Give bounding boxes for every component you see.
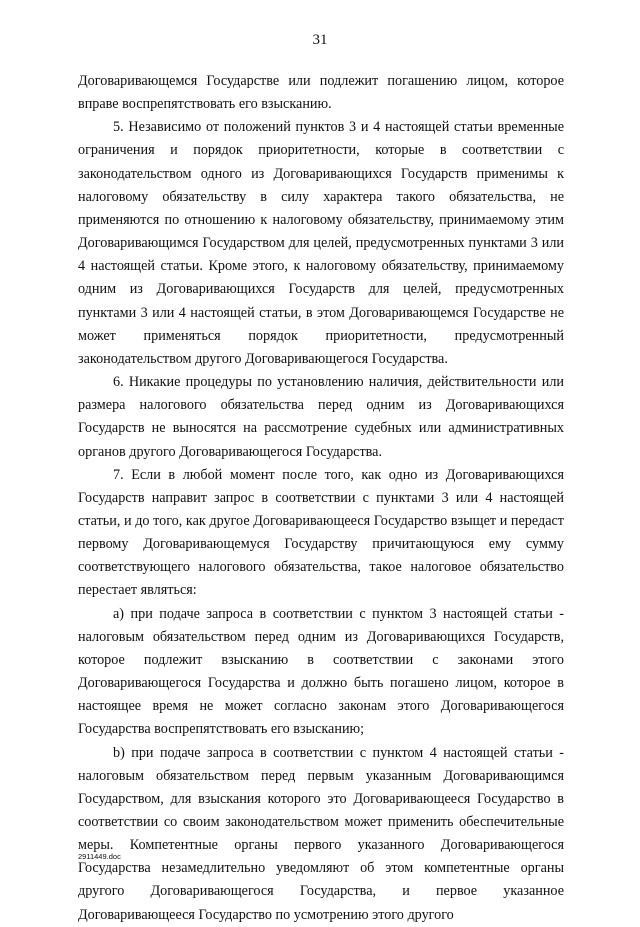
paragraph-7a: a) при подаче запроса в соответствии с пунктом 3 настоящей статьи - налоговым обязательством перед одним из Договаривающихся Государств, которое подлежит взысканию в соответствии с законами этого Договаривающегося Государства и должно быть погашено лицом, которое в настоящее время не может согласно законам этого Договаривающегося Государства воспрепятствовать его взысканию;	[78, 605, 564, 738]
page-number: 31	[312, 32, 328, 48]
paragraph-7: 7. Если в любой момент после того, как одно из Договаривающихся Государств направит запрос в соответствии с пунктами 3 или 4 настоящей статьи, и до того, как другое Договаривающееся Государство взыщет и передаст первому Договаривающемуся Государству причитающуюся ему сумму соответствующего налогового обязательства, такое налоговое обязательство перестает являться:	[78, 466, 564, 599]
paragraph-7b: b) при подаче запроса в соответствии с пунктом 4 настоящей статьи - налоговым обязательством перед первым указанным Договаривающимся Государством, для взыскания которого это Договаривающееся Государство в соответствии со своим законодательством может применить обеспечительные меры. Компетентные органы первого указанного Договаривающегося Государства незамедлительно уведомляют об этом компетентные органы другого Договаривающегося Государства, и первое указанное Договаривающееся Государство по усмотрению этого другого	[78, 744, 564, 923]
footer-filename: 2911449.doc	[78, 852, 121, 861]
paragraph-5: 5. Независимо от положений пунктов 3 и 4 настоящей статьи временные ограничения и порядок приоритетности, которые в соответствии с законодательством одного из Договаривающихся Государств применимы к налоговому обязательству в силу характера такого обязательства, не применяются по отношению к налоговому обязательству, принимаемому этим Договаривающимся Государством для целей, предусмотренных пунктами 3 или 4 настоящей статьи. Кроме этого, к налоговому обязательству, принимаемому одним из Договаривающихся Государств для целей, предусмотренных пунктами 3 или 4 настоящей статьи, в этом Договаривающемся Государстве не может применяться порядок приоритетности, предусмотренный законодательством другого Договаривающегося Государства.	[78, 119, 564, 367]
document-body	[78, 70, 564, 927]
paragraph-6: 6. Никакие процедуры по установлению наличия, действительности или размера налогового обязательства перед одним из Договаривающихся Государств не выносятся на рассмотрение судебных или административных органов другого Договаривающегося Государства.	[78, 374, 564, 460]
paragraph-continuation: Договаривающемся Государстве или подлежит погашению лицом, которое вправе воспрепятствовать его взысканию.	[78, 73, 564, 113]
